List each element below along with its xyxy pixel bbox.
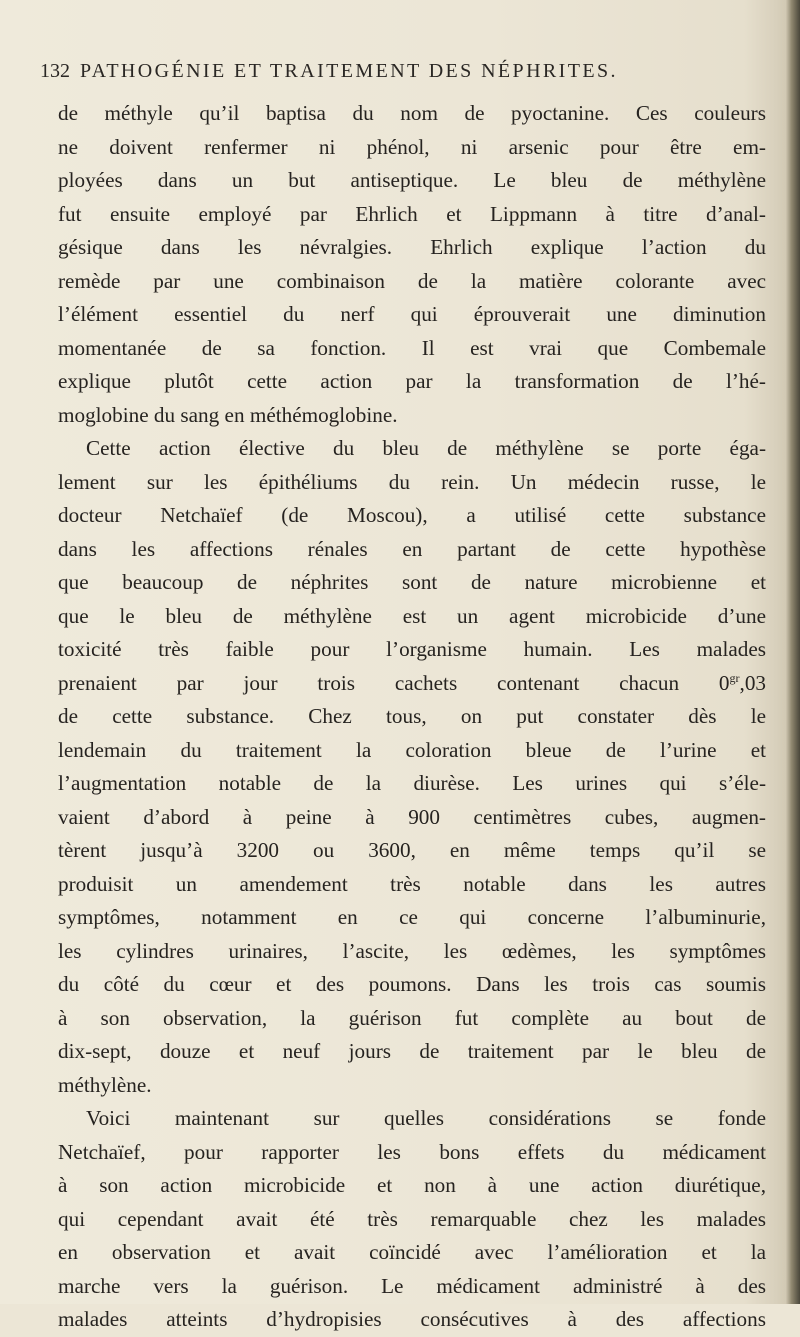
dosage-text: prenaient par jour trois cachets contenant chacun 0 xyxy=(58,670,730,695)
text-line: ne doivent renfermer ni phénol, ni arsenic pour être em- xyxy=(58,134,766,159)
text-line: ployées dans un but antiseptique. Le bleu de méthylène xyxy=(58,168,766,192)
text-line: méthylène. xyxy=(58,1072,152,1097)
text-line: malades atteints d’hydropisies consécutives à des affections xyxy=(58,1307,766,1331)
text-line: gésique dans les névralgies. Ehrlich explique l’action du xyxy=(58,235,766,259)
text-line: explique plutôt cette action par la transformation de l’hé- xyxy=(58,369,766,393)
text-line: qui cependant avait été très remarquable chez les malades xyxy=(58,1206,766,1231)
running-title: PATHOGÉNIE ET TRAITEMENT DES NÉPHRITES. xyxy=(80,60,618,82)
text-line: à son observation, la guérison fut complète au bout de xyxy=(58,1005,766,1030)
text-line: que beaucoup de néphrites sont de nature microbienne et xyxy=(58,570,766,594)
text-line: du côté du cœur et des poumons. Dans les trois cas soumis xyxy=(58,972,766,996)
text-line: de cette substance. Chez tous, on put constater dès le xyxy=(58,704,766,728)
text-line: Netchaïef, pour rapporter les bons effets du médicament xyxy=(58,1139,766,1164)
text-line: remède par une combinaison de la matière colorante avec xyxy=(58,268,766,293)
text-line: les cylindres urinaires, l’ascite, les œdèmes, les symptômes xyxy=(58,938,766,963)
text-line: lendemain du traitement la coloration bleue de l’urine et xyxy=(58,737,766,762)
text-line: produisit un amendement très notable dans les autres xyxy=(58,871,766,896)
page-number: 132 xyxy=(40,60,70,82)
text-line: symptômes, notamment en ce qui concerne l’albuminurie, xyxy=(58,905,766,929)
text-line: lement sur les épithéliums du rein. Un médecin russe, le xyxy=(58,469,766,494)
text-line: l’augmentation notable de la diurèse. Les urines qui s’éle- xyxy=(58,771,766,795)
text-line: marche vers la guérison. Le médicament administré à des xyxy=(58,1273,766,1298)
text-line: dans les affections rénales en partant de cette hypothèse xyxy=(58,536,766,561)
text-line: momentanée de sa fonction. Il est vrai que Combemale xyxy=(58,335,766,360)
text-line: Cette action élective du bleu de méthylène se porte éga- xyxy=(86,436,766,460)
gram-abbreviation: gr xyxy=(729,670,740,685)
dosage-value: ,03 xyxy=(739,670,766,695)
text-line: docteur Netchaïef (de Moscou), a utilisé cette substance xyxy=(58,503,766,527)
page-binding-edge xyxy=(786,0,800,1304)
text-line: toxicité très faible pour l’organisme humain. Les malades xyxy=(58,637,766,661)
text-line xyxy=(58,667,766,701)
body-text xyxy=(58,97,766,1337)
running-head xyxy=(40,60,765,90)
text-line: fut ensuite employé par Ehrlich et Lippmann à titre d’anal- xyxy=(58,201,766,226)
text-line: vaient d’abord à peine à 900 centimètres cubes, augmen- xyxy=(58,804,766,829)
text-line: à son action microbicide et non à une action diurétique, xyxy=(58,1173,766,1197)
text-line: moglobine du sang en méthémoglobine. xyxy=(58,402,398,427)
text-line: de méthyle qu’il baptisa du nom de pyoctanine. Ces couleurs xyxy=(58,101,766,125)
text-line: en observation et avait coïncidé avec l’amélioration et la xyxy=(58,1240,766,1264)
text-line: tèrent jusqu’à 3200 ou 3600, en même temps qu’il se xyxy=(58,838,766,862)
text-line: dix-sept, douze et neuf jours de traitement par le bleu de xyxy=(58,1039,766,1063)
text-line: que le bleu de méthylène est un agent microbicide d’une xyxy=(58,603,766,628)
text-line: Voici maintenant sur quelles considérations se fonde xyxy=(86,1106,766,1130)
text-line: l’élément essentiel du nerf qui éprouverait une diminution xyxy=(58,302,766,326)
